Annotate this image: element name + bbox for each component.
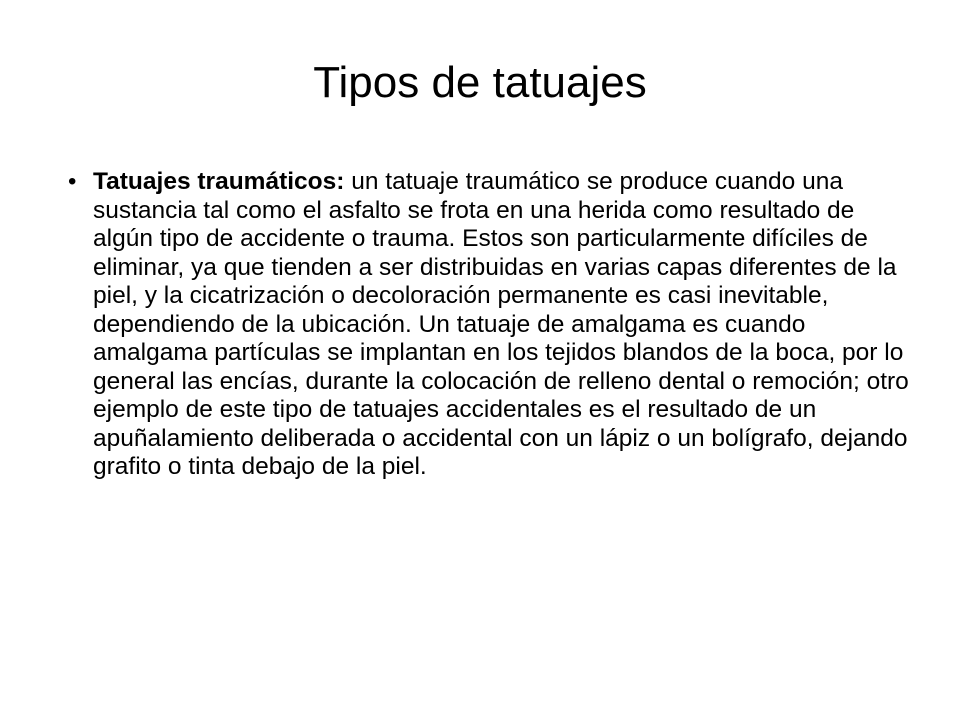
- bullet-term: Tatuajes traumáticos:: [93, 168, 345, 195]
- bullet-marker: •: [68, 168, 77, 195]
- bullet-item: [68, 168, 910, 482]
- bullet-text: un tatuaje traumático se produce cuando una sustancia tal como el asfalto se frota en una herida como resultado de algún tipo de accidente o trauma. Estos son particularmente difíciles de eliminar, ya que tienden a ser distribuidas en varias capas diferentes de la piel, y la cicatrización o decoloración permanente es casi inevitable, dependiendo de la ubicación. Un tatuaje de amalgama es cuando amalgama partículas se implantan en los tejidos blandos de la boca, por lo general las encías, durante la colocación de relleno dental o remoción; otro ejemplo de este tipo de tatuajes accidentales es el resultado de un apuñalamiento deliberada o accidental con un lápiz o un bolígrafo, dejando grafito o tinta debajo de la piel.: [93, 168, 909, 480]
- slide-title: Tipos de tatuajes: [313, 58, 647, 107]
- slide-content: [68, 168, 910, 482]
